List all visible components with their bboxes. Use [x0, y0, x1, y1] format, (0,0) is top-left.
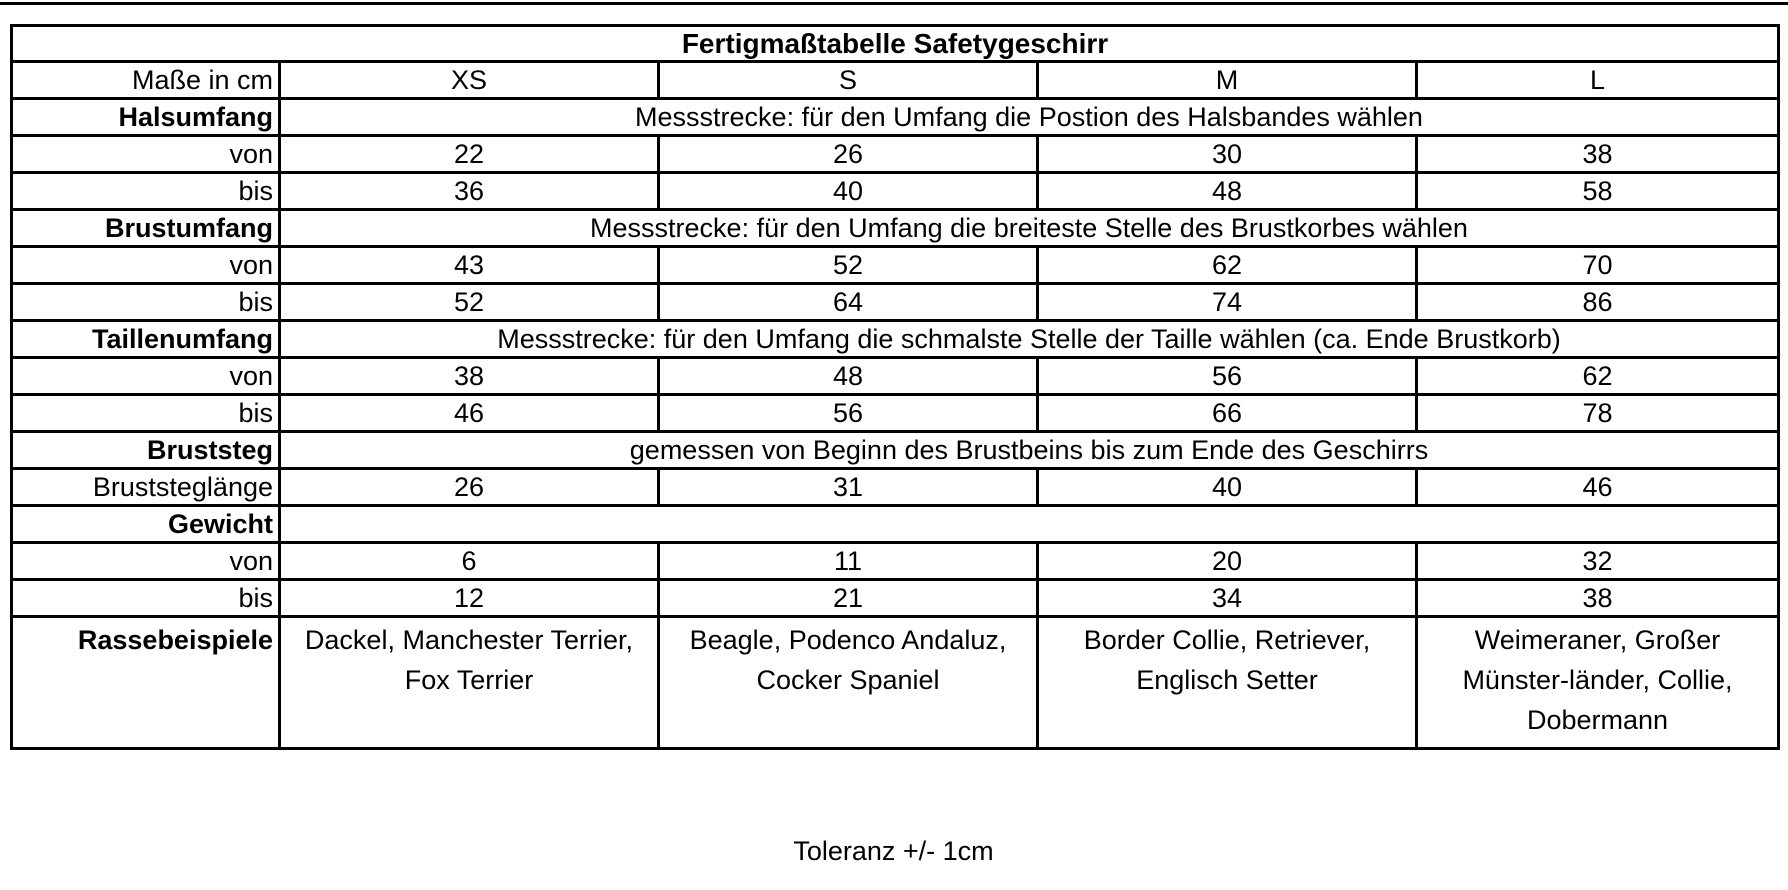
- section-row-halsumfang: [12, 99, 1779, 136]
- value-cell: 70: [1417, 247, 1779, 284]
- section-label: Taillenumfang: [12, 321, 280, 358]
- value-cell: 48: [659, 358, 1038, 395]
- data-row-halsumfang-bis: [12, 173, 1779, 210]
- row-label: bis: [12, 173, 280, 210]
- section-label: Rassebeispiele: [12, 617, 280, 749]
- row-label: von: [12, 247, 280, 284]
- size-header-xs: XS: [280, 62, 659, 99]
- data-row-brustumfang-von: [12, 247, 1779, 284]
- data-row-taillenumfang-bis: [12, 395, 1779, 432]
- section-label: Bruststeg: [12, 432, 280, 469]
- value-cell: 78: [1417, 395, 1779, 432]
- row-label: Bruststeglänge: [12, 469, 280, 506]
- section-row-taillenumfang: [12, 321, 1779, 358]
- value-cell: 26: [659, 136, 1038, 173]
- unit-label-cell: Maße in cm: [12, 62, 280, 99]
- row-label: von: [12, 136, 280, 173]
- value-cell: 43: [280, 247, 659, 284]
- value-cell: 48: [1038, 173, 1417, 210]
- value-cell: 6: [280, 543, 659, 580]
- row-label: bis: [12, 580, 280, 617]
- table-title: Fertigmaßtabelle Safetygeschirr: [12, 26, 1779, 62]
- value-cell: 11: [659, 543, 1038, 580]
- value-cell: 56: [659, 395, 1038, 432]
- value-cell: 46: [1417, 469, 1779, 506]
- data-row-brustumfang-bis: [12, 284, 1779, 321]
- value-cell: 38: [1417, 136, 1779, 173]
- top-rule: [0, 2, 1788, 5]
- value-cell: 58: [1417, 173, 1779, 210]
- value-cell: 40: [659, 173, 1038, 210]
- section-note: Messstrecke: für den Umfang die schmalste Stelle der Taille wählen (ca. Ende Brustkorb): [280, 321, 1779, 358]
- section-row-gewicht: [12, 506, 1779, 543]
- breed-examples-m: Border Collie, Retriever, Englisch Setter: [1038, 617, 1417, 749]
- value-cell: 86: [1417, 284, 1779, 321]
- value-cell: 21: [659, 580, 1038, 617]
- section-label: Brustumfang: [12, 210, 280, 247]
- data-row-gewicht-bis: [12, 580, 1779, 617]
- section-note: Messstrecke: für den Umfang die Postion des Halsbandes wählen: [280, 99, 1779, 136]
- value-cell: 32: [1417, 543, 1779, 580]
- value-cell: 74: [1038, 284, 1417, 321]
- size-header-m: M: [1038, 62, 1417, 99]
- value-cell: 40: [1038, 469, 1417, 506]
- breed-examples-l: Weimeraner, Großer Münster-länder, Collie, Dobermann: [1417, 617, 1779, 749]
- value-cell: 34: [1038, 580, 1417, 617]
- section-note: gemessen von Beginn des Brustbeins bis zum Ende des Geschirrs: [280, 432, 1779, 469]
- size-header-s: S: [659, 62, 1038, 99]
- breed-examples-s: Beagle, Podenco Andaluz, Cocker Spaniel: [659, 617, 1038, 749]
- value-cell: 36: [280, 173, 659, 210]
- tolerance-note: Toleranz +/- 1cm: [793, 836, 994, 866]
- header-row: [12, 62, 1779, 99]
- value-cell: 64: [659, 284, 1038, 321]
- value-cell: 46: [280, 395, 659, 432]
- data-row-halsumfang-von: [12, 136, 1779, 173]
- value-cell: 62: [1417, 358, 1779, 395]
- value-cell: 38: [1417, 580, 1779, 617]
- section-label: Gewicht: [12, 506, 280, 543]
- value-cell: 38: [280, 358, 659, 395]
- section-row-brustumfang: [12, 210, 1779, 247]
- value-cell: 20: [1038, 543, 1417, 580]
- breed-examples-xs: Dackel, Manchester Terrier, Fox Terrier: [280, 617, 659, 749]
- data-row-gewicht-von: [12, 543, 1779, 580]
- data-row-bruststeglaenge: [12, 469, 1779, 506]
- size-header-l: L: [1417, 62, 1779, 99]
- value-cell: 56: [1038, 358, 1417, 395]
- data-row-rassebeispiele: [12, 617, 1779, 749]
- value-cell: 12: [280, 580, 659, 617]
- value-cell: 30: [1038, 136, 1417, 173]
- value-cell: 31: [659, 469, 1038, 506]
- data-row-taillenumfang-von: [12, 358, 1779, 395]
- value-cell: 52: [280, 284, 659, 321]
- section-note: Messstrecke: für den Umfang die breiteste Stelle des Brustkorbes wählen: [280, 210, 1779, 247]
- section-label: Halsumfang: [12, 99, 280, 136]
- value-cell: 26: [280, 469, 659, 506]
- row-label: bis: [12, 395, 280, 432]
- value-cell: 66: [1038, 395, 1417, 432]
- row-label: bis: [12, 284, 280, 321]
- row-label: von: [12, 543, 280, 580]
- value-cell: 22: [280, 136, 659, 173]
- row-label: von: [12, 358, 280, 395]
- value-cell: 62: [1038, 247, 1417, 284]
- value-cell: 52: [659, 247, 1038, 284]
- section-note-empty: [280, 506, 1779, 543]
- section-row-bruststeg: [12, 432, 1779, 469]
- title-row: [12, 26, 1779, 62]
- size-chart-table: [10, 24, 1780, 750]
